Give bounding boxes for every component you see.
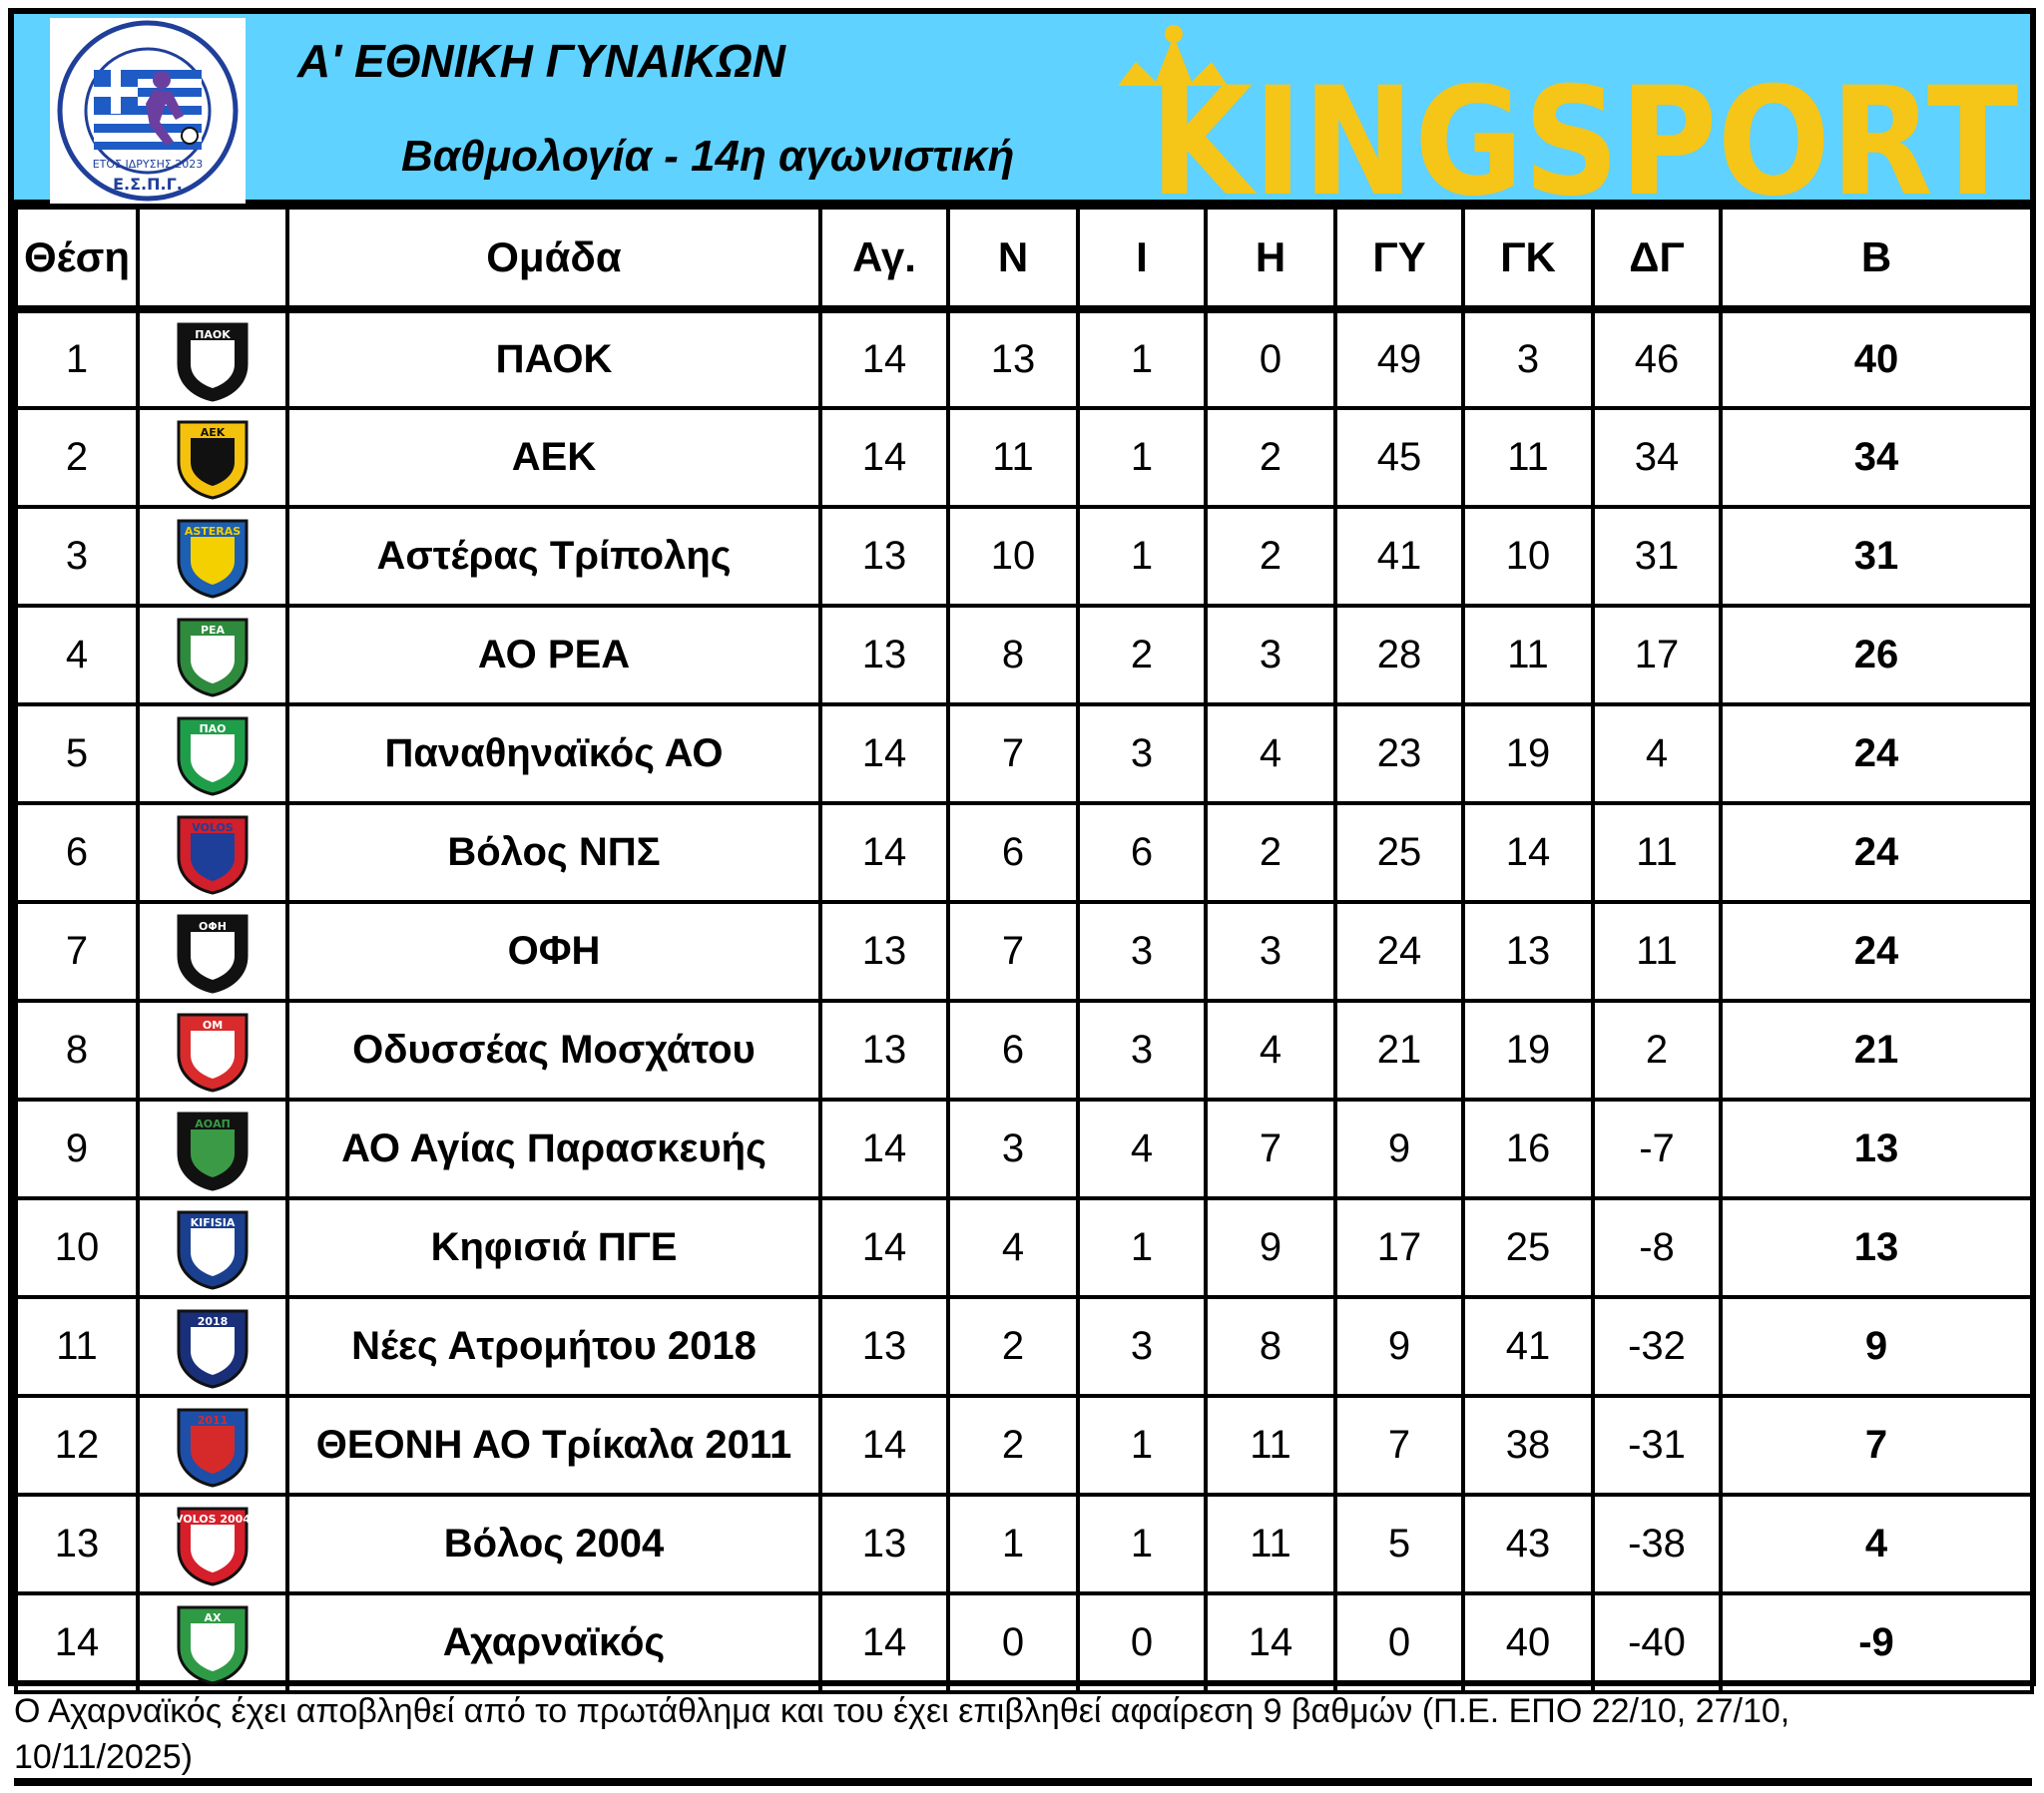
goals-for-cell: 49 bbox=[1335, 309, 1463, 408]
goal-difference-cell: 17 bbox=[1593, 606, 1721, 704]
panathinaikos-crest-icon bbox=[171, 712, 255, 796]
goals-against-cell: 11 bbox=[1463, 408, 1593, 507]
goals-for-cell: 9 bbox=[1335, 1100, 1463, 1198]
goal-difference-cell: -31 bbox=[1593, 1396, 1721, 1495]
col-lost: Η bbox=[1206, 208, 1335, 309]
points-cell: 21 bbox=[1721, 1001, 2032, 1100]
played-cell: 14 bbox=[820, 803, 948, 902]
goal-difference-cell: 31 bbox=[1593, 507, 1721, 606]
table-row bbox=[16, 704, 2032, 803]
goals-against-cell: 16 bbox=[1463, 1100, 1593, 1198]
points-cell: 24 bbox=[1721, 704, 2032, 803]
position-cell: 5 bbox=[16, 704, 138, 803]
svg-text:VOLOS 2004: VOLOS 2004 bbox=[174, 1512, 252, 1526]
goals-against-cell: 10 bbox=[1463, 507, 1593, 606]
volos-2004-crest-icon bbox=[171, 1503, 255, 1586]
goals-against-cell: 41 bbox=[1463, 1297, 1593, 1396]
won-cell: 7 bbox=[948, 704, 1078, 803]
played-cell: 13 bbox=[820, 1297, 948, 1396]
lost-cell: 11 bbox=[1206, 1396, 1335, 1495]
lost-cell: 8 bbox=[1206, 1297, 1335, 1396]
points-cell: 26 bbox=[1721, 606, 2032, 704]
federation-emblem-icon bbox=[50, 18, 246, 204]
played-cell: 13 bbox=[820, 902, 948, 1001]
table-row bbox=[16, 803, 2032, 902]
col-points: Β bbox=[1721, 208, 2032, 309]
goals-for-cell: 41 bbox=[1335, 507, 1463, 606]
goal-difference-cell: 34 bbox=[1593, 408, 1721, 507]
team-name: Κηφισιά ΠΓΕ bbox=[287, 1198, 820, 1297]
table-row bbox=[16, 606, 2032, 704]
drawn-cell: 1 bbox=[1078, 1198, 1206, 1297]
team-name: Νέες Ατρομήτου 2018 bbox=[287, 1297, 820, 1396]
position-cell: 11 bbox=[16, 1297, 138, 1396]
drawn-cell: 1 bbox=[1078, 507, 1206, 606]
goals-against-cell: 19 bbox=[1463, 1001, 1593, 1100]
goals-for-cell: 5 bbox=[1335, 1495, 1463, 1593]
acharnaikos-crest-icon bbox=[171, 1601, 255, 1685]
goal-difference-cell: -40 bbox=[1593, 1593, 1721, 1692]
lost-cell: 14 bbox=[1206, 1593, 1335, 1692]
goals-for-cell: 9 bbox=[1335, 1297, 1463, 1396]
goal-difference-cell: 46 bbox=[1593, 309, 1721, 408]
svg-text:ΑΕΚ: ΑΕΚ bbox=[200, 425, 226, 439]
svg-text:ΠΑΟΚ: ΠΑΟΚ bbox=[195, 327, 231, 341]
crest-cell bbox=[138, 902, 287, 1001]
points-cell: 31 bbox=[1721, 507, 2032, 606]
won-cell: 6 bbox=[948, 1001, 1078, 1100]
points-cell: 13 bbox=[1721, 1198, 2032, 1297]
lost-cell: 4 bbox=[1206, 704, 1335, 803]
won-cell: 7 bbox=[948, 902, 1078, 1001]
crest-cell bbox=[138, 1396, 287, 1495]
team-name: Παναθηναϊκός ΑΟ bbox=[287, 704, 820, 803]
won-cell: 8 bbox=[948, 606, 1078, 704]
goals-for-cell: 25 bbox=[1335, 803, 1463, 902]
points-cell: 40 bbox=[1721, 309, 2032, 408]
goal-difference-cell: -8 bbox=[1593, 1198, 1721, 1297]
svg-text:Ε.Σ.Π.Γ.: Ε.Σ.Π.Γ. bbox=[113, 175, 183, 194]
points-cell: 24 bbox=[1721, 902, 2032, 1001]
played-cell: 13 bbox=[820, 606, 948, 704]
lost-cell: 2 bbox=[1206, 507, 1335, 606]
goals-against-cell: 14 bbox=[1463, 803, 1593, 902]
page-subtitle: Βαθμολογία - 14η αγωνιστική bbox=[401, 132, 1015, 181]
goals-for-cell: 24 bbox=[1335, 902, 1463, 1001]
position-cell: 14 bbox=[16, 1593, 138, 1692]
drawn-cell: 1 bbox=[1078, 1495, 1206, 1593]
goals-against-cell: 13 bbox=[1463, 902, 1593, 1001]
svg-text:ΑΧ: ΑΧ bbox=[204, 1610, 222, 1624]
goals-against-cell: 40 bbox=[1463, 1593, 1593, 1692]
crown-logo-icon bbox=[1110, 22, 2028, 204]
col-goals-against: ΓΚ bbox=[1463, 208, 1593, 309]
bottom-divider bbox=[14, 1778, 2032, 1786]
lost-cell: 2 bbox=[1206, 803, 1335, 902]
crest-cell bbox=[138, 803, 287, 902]
position-cell: 12 bbox=[16, 1396, 138, 1495]
sponsor-logo bbox=[1110, 22, 2028, 204]
played-cell: 14 bbox=[820, 309, 948, 408]
team-name: Οδυσσέας Μοσχάτου bbox=[287, 1001, 820, 1100]
volos-nps-crest-icon bbox=[171, 811, 255, 895]
ofi-crest-icon bbox=[171, 910, 255, 994]
goal-difference-cell: 2 bbox=[1593, 1001, 1721, 1100]
svg-text:ASTERAS: ASTERAS bbox=[184, 524, 242, 538]
svg-text:ΕΤΟΣ ΙΔΡΥΣΗΣ 2023: ΕΤΟΣ ΙΔΡΥΣΗΣ 2023 bbox=[92, 158, 204, 171]
points-cell: -9 bbox=[1721, 1593, 2032, 1692]
goals-for-cell: 21 bbox=[1335, 1001, 1463, 1100]
position-cell: 8 bbox=[16, 1001, 138, 1100]
played-cell: 14 bbox=[820, 1198, 948, 1297]
crest-cell bbox=[138, 1297, 287, 1396]
played-cell: 14 bbox=[820, 704, 948, 803]
crest-cell bbox=[138, 1593, 287, 1692]
position-cell: 13 bbox=[16, 1495, 138, 1593]
crest-cell bbox=[138, 1198, 287, 1297]
rea-crest-icon bbox=[171, 614, 255, 697]
position-cell: 9 bbox=[16, 1100, 138, 1198]
drawn-cell: 3 bbox=[1078, 1001, 1206, 1100]
goals-against-cell: 25 bbox=[1463, 1198, 1593, 1297]
won-cell: 2 bbox=[948, 1396, 1078, 1495]
svg-text:KIFISIA: KIFISIA bbox=[190, 1215, 236, 1229]
goals-against-cell: 43 bbox=[1463, 1495, 1593, 1593]
crest-cell bbox=[138, 704, 287, 803]
standings-sheet bbox=[8, 8, 2036, 1686]
won-cell: 11 bbox=[948, 408, 1078, 507]
points-cell: 34 bbox=[1721, 408, 2032, 507]
table-row bbox=[16, 309, 2032, 408]
goals-against-cell: 11 bbox=[1463, 606, 1593, 704]
won-cell: 0 bbox=[948, 1593, 1078, 1692]
crest-cell bbox=[138, 1100, 287, 1198]
team-name: ΘΕΟΝΗ ΑΟ Τρίκαλα 2011 bbox=[287, 1396, 820, 1495]
won-cell: 1 bbox=[948, 1495, 1078, 1593]
goals-for-cell: 23 bbox=[1335, 704, 1463, 803]
points-cell: 13 bbox=[1721, 1100, 2032, 1198]
team-name: Βόλος ΝΠΣ bbox=[287, 803, 820, 902]
won-cell: 6 bbox=[948, 803, 1078, 902]
lost-cell: 2 bbox=[1206, 408, 1335, 507]
team-name: Αστέρας Τρίπολης bbox=[287, 507, 820, 606]
lost-cell: 4 bbox=[1206, 1001, 1335, 1100]
won-cell: 10 bbox=[948, 507, 1078, 606]
goals-against-cell: 3 bbox=[1463, 309, 1593, 408]
table-row bbox=[16, 1100, 2032, 1198]
team-name: ΑΟ ΡΕΑ bbox=[287, 606, 820, 704]
position-cell: 7 bbox=[16, 902, 138, 1001]
goals-for-cell: 0 bbox=[1335, 1593, 1463, 1692]
table-row bbox=[16, 1495, 2032, 1593]
drawn-cell: 1 bbox=[1078, 408, 1206, 507]
team-name: Βόλος 2004 bbox=[287, 1495, 820, 1593]
nees-atromitou-crest-icon bbox=[171, 1305, 255, 1389]
goals-against-cell: 38 bbox=[1463, 1396, 1593, 1495]
svg-text:VOLOS: VOLOS bbox=[192, 820, 234, 834]
crest-cell bbox=[138, 606, 287, 704]
played-cell: 14 bbox=[820, 1593, 948, 1692]
col-goals-for: ΓΥ bbox=[1335, 208, 1463, 309]
drawn-cell: 1 bbox=[1078, 309, 1206, 408]
page-title: Α' ΕΘΝΙΚΗ ΓΥΝΑΙΚΩΝ bbox=[297, 35, 785, 87]
played-cell: 14 bbox=[820, 408, 948, 507]
position-cell: 2 bbox=[16, 408, 138, 507]
won-cell: 4 bbox=[948, 1198, 1078, 1297]
svg-text:2011: 2011 bbox=[197, 1413, 229, 1427]
position-cell: 3 bbox=[16, 507, 138, 606]
won-cell: 2 bbox=[948, 1297, 1078, 1396]
table-row bbox=[16, 1001, 2032, 1100]
crest-cell bbox=[138, 507, 287, 606]
points-cell: 9 bbox=[1721, 1297, 2032, 1396]
col-drawn: Ι bbox=[1078, 208, 1206, 309]
team-name: ΑΕΚ bbox=[287, 408, 820, 507]
paok-crest-icon bbox=[171, 318, 255, 402]
lost-cell: 9 bbox=[1206, 1198, 1335, 1297]
lost-cell: 7 bbox=[1206, 1100, 1335, 1198]
played-cell: 13 bbox=[820, 507, 948, 606]
team-name: ΠΑΟΚ bbox=[287, 309, 820, 408]
goal-difference-cell: 11 bbox=[1593, 902, 1721, 1001]
goal-difference-cell: -32 bbox=[1593, 1297, 1721, 1396]
svg-text:ΑΟΑΠ: ΑΟΑΠ bbox=[195, 1117, 231, 1130]
goals-for-cell: 45 bbox=[1335, 408, 1463, 507]
svg-text:ΠΑΟ: ΠΑΟ bbox=[199, 721, 227, 735]
played-cell: 14 bbox=[820, 1396, 948, 1495]
drawn-cell: 1 bbox=[1078, 1396, 1206, 1495]
col-position: Θέση bbox=[16, 208, 138, 309]
lost-cell: 0 bbox=[1206, 309, 1335, 408]
col-played: Αγ. bbox=[820, 208, 948, 309]
team-name: ΑΟ Αγίας Παρασκευής bbox=[287, 1100, 820, 1198]
col-team: Ομάδα bbox=[287, 208, 820, 309]
col-goal-difference: ΔΓ bbox=[1593, 208, 1721, 309]
aek-crest-icon bbox=[171, 416, 255, 500]
federation-emblem bbox=[50, 18, 246, 204]
table-header-row bbox=[16, 208, 2032, 309]
goal-difference-cell: 4 bbox=[1593, 704, 1721, 803]
drawn-cell: 6 bbox=[1078, 803, 1206, 902]
points-cell: 24 bbox=[1721, 803, 2032, 902]
lost-cell: 3 bbox=[1206, 606, 1335, 704]
goals-for-cell: 28 bbox=[1335, 606, 1463, 704]
goals-against-cell: 19 bbox=[1463, 704, 1593, 803]
drawn-cell: 2 bbox=[1078, 606, 1206, 704]
position-cell: 6 bbox=[16, 803, 138, 902]
drawn-cell: 0 bbox=[1078, 1593, 1206, 1692]
table-row bbox=[16, 1297, 2032, 1396]
played-cell: 13 bbox=[820, 1495, 948, 1593]
svg-text:2018: 2018 bbox=[197, 1314, 229, 1328]
svg-text:ΟΜ: ΟΜ bbox=[202, 1018, 224, 1032]
points-cell: 7 bbox=[1721, 1396, 2032, 1495]
drawn-cell: 3 bbox=[1078, 902, 1206, 1001]
table-row bbox=[16, 408, 2032, 507]
table-row bbox=[16, 507, 2032, 606]
agia-paraskevi-crest-icon bbox=[171, 1108, 255, 1191]
table-row bbox=[16, 902, 2032, 1001]
drawn-cell: 4 bbox=[1078, 1100, 1206, 1198]
points-cell: 4 bbox=[1721, 1495, 2032, 1593]
crest-cell bbox=[138, 1001, 287, 1100]
goal-difference-cell: -7 bbox=[1593, 1100, 1721, 1198]
played-cell: 13 bbox=[820, 1001, 948, 1100]
position-cell: 10 bbox=[16, 1198, 138, 1297]
kifisia-crest-icon bbox=[171, 1206, 255, 1290]
drawn-cell: 3 bbox=[1078, 704, 1206, 803]
team-name: Αχαρναϊκός bbox=[287, 1593, 820, 1692]
trikala-crest-icon bbox=[171, 1404, 255, 1488]
drawn-cell: 3 bbox=[1078, 1297, 1206, 1396]
svg-text:ΟΦΗ: ΟΦΗ bbox=[199, 919, 227, 933]
table-row bbox=[16, 1593, 2032, 1692]
lost-cell: 3 bbox=[1206, 902, 1335, 1001]
sponsor-wordmark: KINGSPORT bbox=[1150, 56, 2018, 204]
won-cell: 3 bbox=[948, 1100, 1078, 1198]
lost-cell: 11 bbox=[1206, 1495, 1335, 1593]
played-cell: 14 bbox=[820, 1100, 948, 1198]
table-row bbox=[16, 1198, 2032, 1297]
team-name: ΟΦΗ bbox=[287, 902, 820, 1001]
svg-text:ΡΕΑ: ΡΕΑ bbox=[200, 623, 226, 637]
col-crest bbox=[138, 208, 287, 309]
standings-table bbox=[14, 206, 2034, 1694]
header-banner bbox=[14, 14, 2030, 206]
crest-cell bbox=[138, 309, 287, 408]
goal-difference-cell: 11 bbox=[1593, 803, 1721, 902]
col-won: Ν bbox=[948, 208, 1078, 309]
table-row bbox=[16, 1396, 2032, 1495]
crest-cell bbox=[138, 408, 287, 507]
goals-for-cell: 7 bbox=[1335, 1396, 1463, 1495]
footer-note: Ο Αχαρναϊκός έχει αποβληθεί από το πρωτάθλημα και του έχει επιβληθεί αφαίρεση 9 βαθμών (Π.Ε. ΕΠΟ 22/10, 27/10, 10/11/2025) bbox=[14, 1692, 1790, 1776]
goal-difference-cell: -38 bbox=[1593, 1495, 1721, 1593]
odysseas-crest-icon bbox=[171, 1009, 255, 1093]
goals-for-cell: 17 bbox=[1335, 1198, 1463, 1297]
won-cell: 13 bbox=[948, 309, 1078, 408]
position-cell: 4 bbox=[16, 606, 138, 704]
crest-cell bbox=[138, 1495, 287, 1593]
asteras-crest-icon bbox=[171, 515, 255, 599]
position-cell: 1 bbox=[16, 309, 138, 408]
